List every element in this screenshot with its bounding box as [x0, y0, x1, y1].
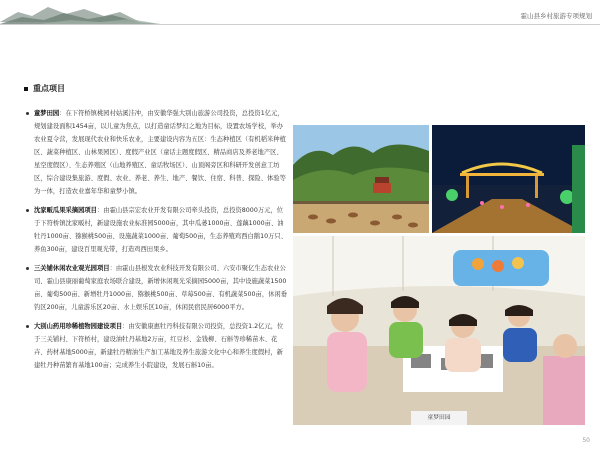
project-title: 沈家畈瓜果采摘园项目 — [34, 207, 97, 214]
photo-collage — [293, 125, 585, 425]
farm-landscape-photo — [293, 125, 429, 233]
square-bullet-icon — [24, 87, 28, 91]
header-divider — [0, 24, 600, 25]
section-title-text: 重点项目 — [33, 84, 65, 93]
bullet-icon — [26, 325, 29, 328]
header-title: 霍山县乡村旅游专项规划 — [520, 12, 592, 20]
project-title: 童梦田园 — [34, 110, 60, 117]
project-description: ：由安徽康惠牡丹科技有限公司投资，总投资1.2亿元，位于三关铺村、下符桥村，建设油牡丹基地2万亩，红豆杉、金钱柳、石斛等珍稀苗木、花卉、药材基地5000亩，新建牡丹精油生产加工基地及养生旅游文化中心和养生度假村，新建牡丹种苗繁育基地100亩；完成养生小院建设，发展石斛10亩。 — [34, 323, 284, 369]
section-title — [24, 83, 65, 94]
project-title: 三关铺休闲农业观光园项目 — [34, 265, 110, 272]
project-description: ：由霍山县宗宏农业开发有限公司牵头投资，总投资8000万元，位于下符桥镇沈家畈村，新建设施农业标准园5000亩，其中瓜蒌1000亩、莲藕1000亩、油牡丹1000亩、猕猴桃500亩、设施蔬菜1000亩、葡萄500亩，生态养殖鸡西白鹅10万只、养鱼300亩，建设百里观光带，打造鸡西田果乡。 — [34, 207, 288, 253]
project-item — [26, 107, 288, 198]
photo-caption: 童梦田园 — [411, 411, 467, 425]
night-light-photo — [432, 125, 585, 233]
project-title: 大别山药用珍稀植物园建设项目 — [34, 323, 123, 330]
children-activity-photo — [293, 236, 585, 425]
project-item — [26, 204, 288, 256]
bullet-icon — [26, 209, 29, 212]
project-description: ：在下符桥镇桃园村姑溪洼冲，由安徽华强大别山旅游公司投资，总投资1亿元，规划建设面积1454亩，以儿童为焦点，以打造童话梦幻之地为目标，设置农场学校，举办农业夏令营，发展现代农业和快乐农业，主要建设内容为五区：生态种植区（有机稻米种植区、蔬菜种植区、山林果园区）、度假产业区（童话主题度假区、精品商店及养老地产区、星空度假区）、生态养殖区（山地养殖区、童话牧场区）、山顶阁旁区和科研开发创意工坊区，综合建设集旅游、度假、农业、养老、养生、地产、餐饮、住宿、科普、探险、体验等为一体，打造农业嘉年华和童梦小镇。 — [34, 110, 286, 195]
page-number: 50 — [582, 437, 590, 444]
project-description: ：由霍山县根发农业科技开发有限公司、六安市聚亿生态农业公司、霍山县康丽葡萄家庭农场联合建设，新增休闲观光采摘园5000亩，其中设施蔬菜1500亩、葡萄500亩、新增牡丹1000亩、猕猴桃500亩、草莓500亩、有机蔬菜500亩，休闲垂钓区200亩，儿童游乐区20亩、水上娱乐区10亩，休闲民宿民居6000平方。 — [34, 265, 288, 311]
project-list — [26, 107, 288, 378]
bullet-icon — [26, 267, 29, 270]
project-item — [26, 320, 288, 372]
bullet-icon — [26, 112, 29, 115]
page-header — [0, 0, 600, 26]
mountain-banner-image — [0, 0, 600, 26]
project-item — [26, 262, 288, 314]
